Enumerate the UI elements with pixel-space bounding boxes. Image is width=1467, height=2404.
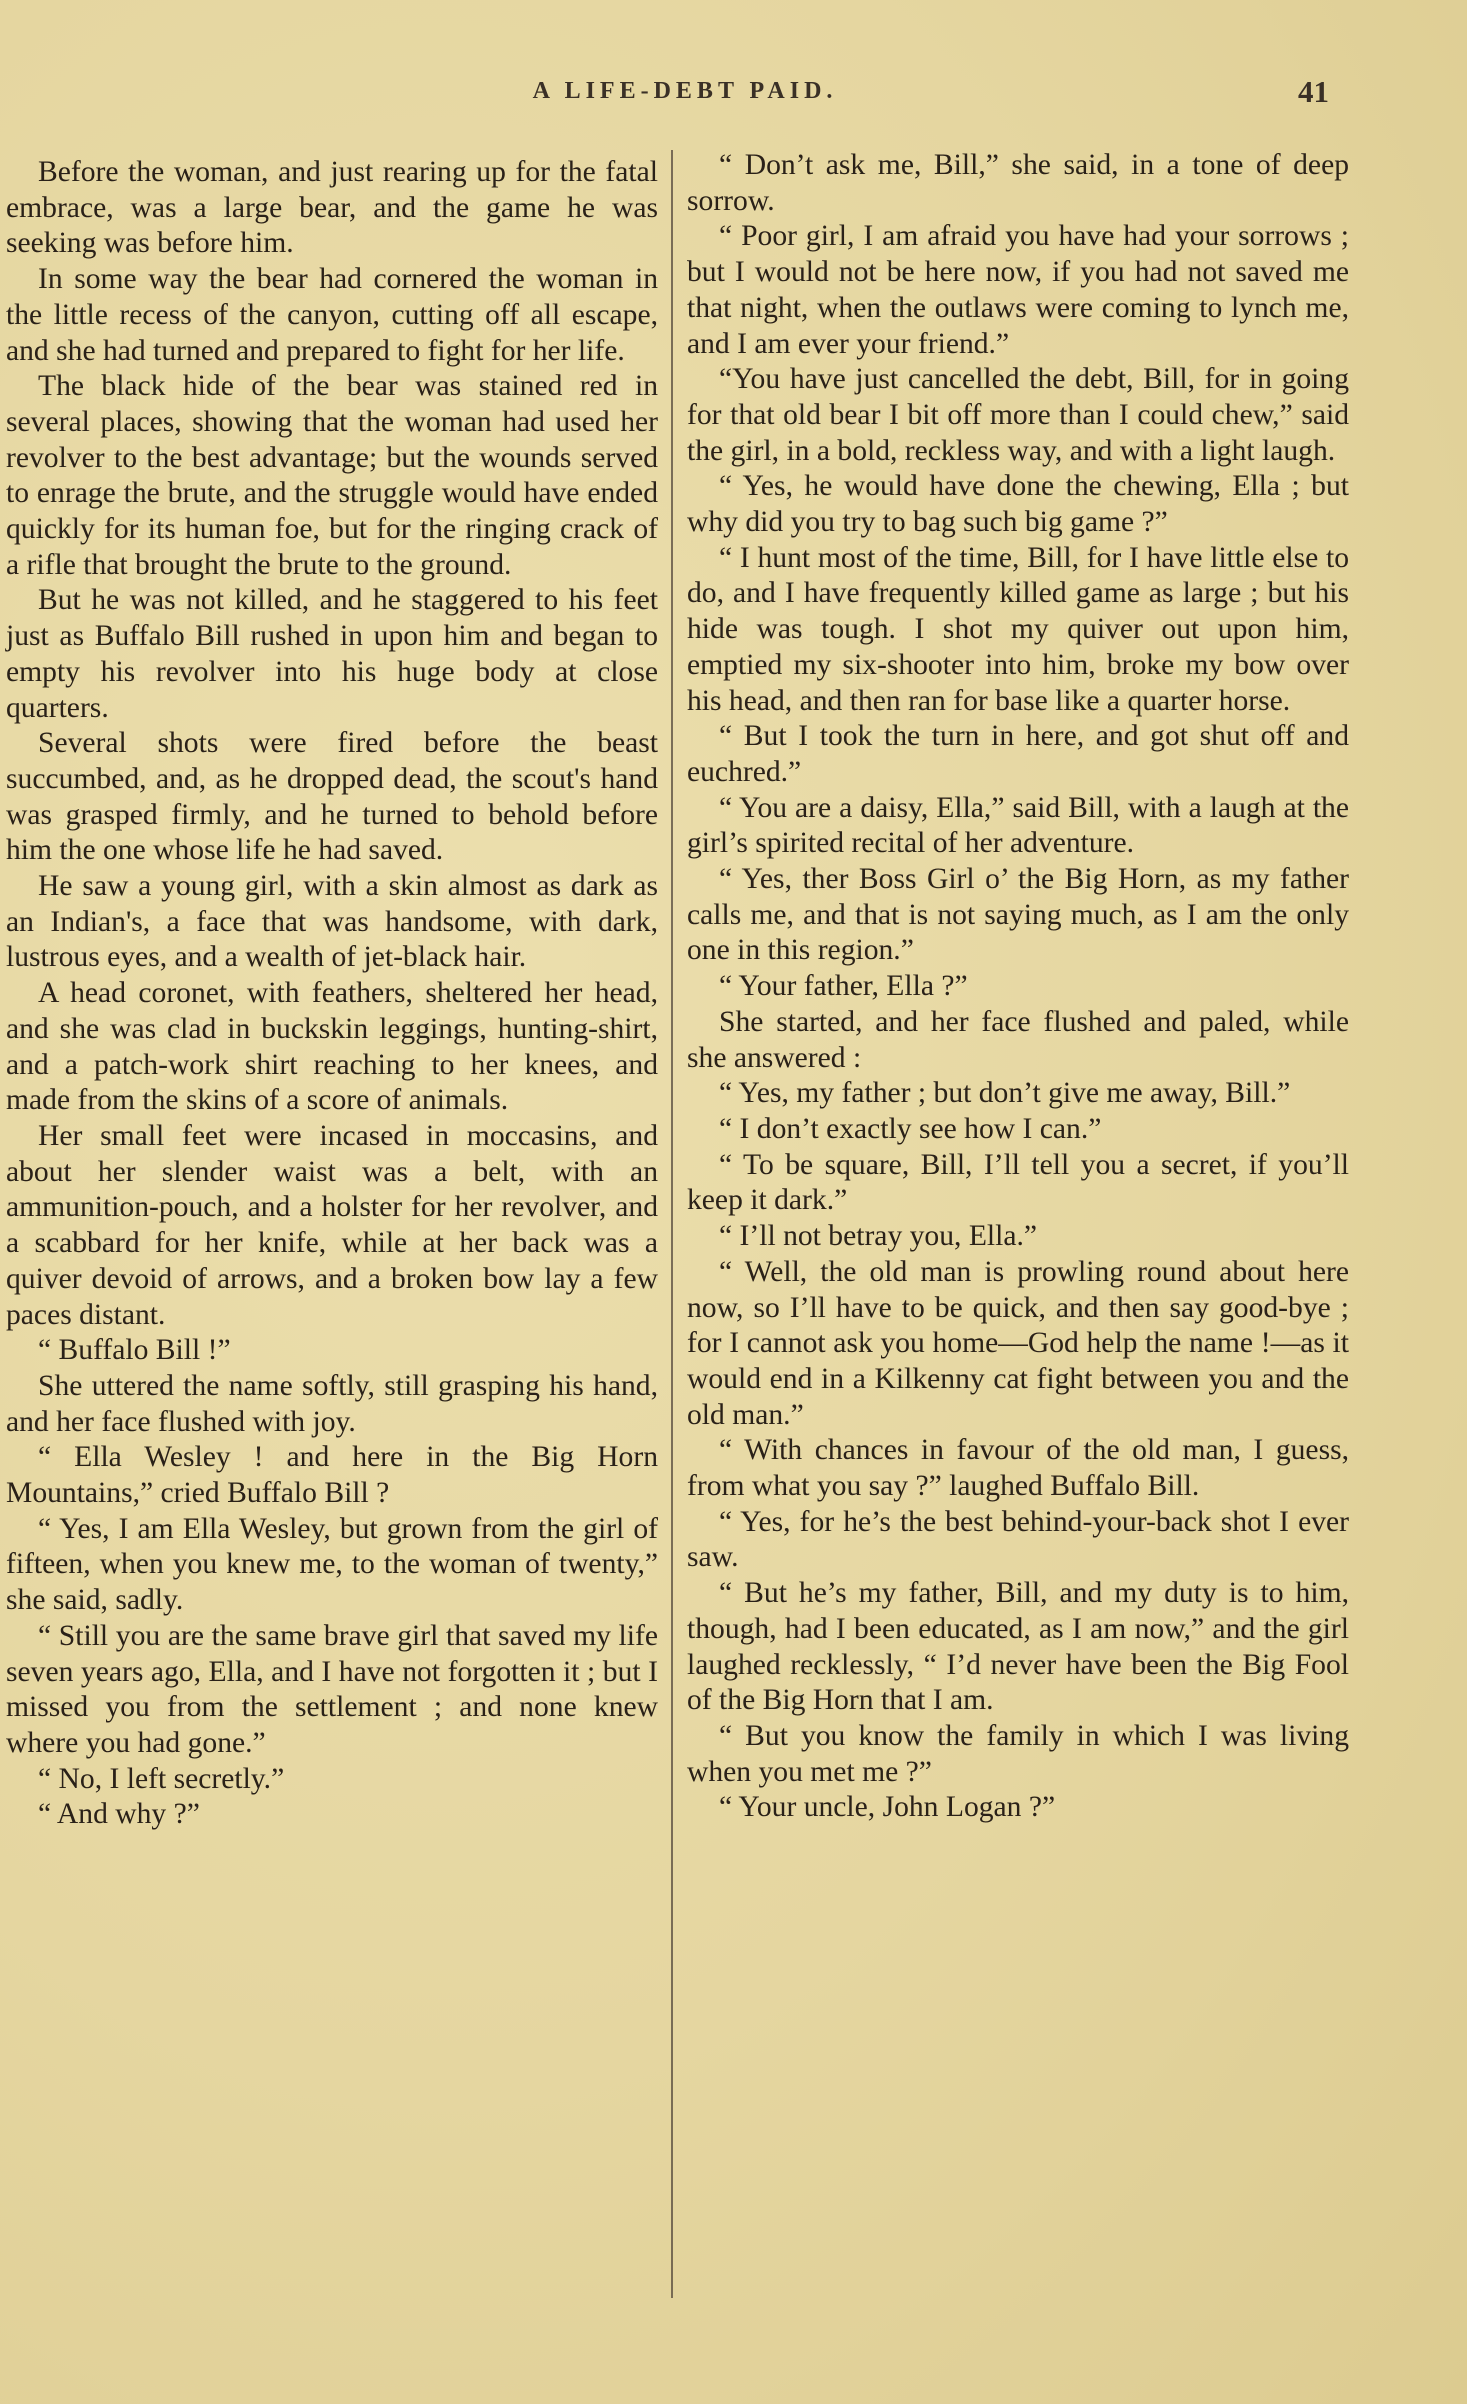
paragraph: “ No, I left secretly.” — [38, 1762, 285, 1795]
paragraph: “ Still you are the same brave girl that saved my life seven years ago, Ella, and I have not forgotten it ; but I missed you from the settlement ; and none knew where you had gone.” — [6, 1619, 658, 1759]
paragraph: “ Well, the old man is prowling round about here now, so I’ll have to be quick, and then say good-bye ; for I cannot ask you home—God help the name !—as it would end in a Kilkenny cat fight between you and the old man.” — [687, 1255, 1349, 1431]
paragraph: “ But you know the family in which I was living when you met me ?” — [687, 1719, 1349, 1788]
paragraph: “ Buffalo Bill !” — [38, 1334, 231, 1367]
paragraph: “ With chances in favour of the old man, I guess, from what you say ?” laughed Buffalo Bill. — [687, 1434, 1349, 1503]
left-column — [6, 155, 658, 1833]
column-divider — [671, 150, 673, 2298]
paragraph: But he was not killed, and he staggered to his feet just as Buffalo Bill rushed in upon him and began to empty his revolver into his huge body at close quarters. — [6, 584, 658, 724]
paragraph: “ I hunt most of the time, Bill, for I have little else to do, and I have frequently killed game as large ; but his hide was tough. I shot my quiver out upon him, emptied my six-shooter into him, broke my bow over his head, and then ran for base like a quarter horse. — [687, 541, 1349, 717]
paragraph: The black hide of the bear was stained red in several places, showing that the woman had used her revolver to the best advantage; but the wounds served to enrage the brute, and the struggle would have ended quickly for its human foe, but for the ringing crack of a rifle that brought the brute to the ground. — [6, 370, 658, 581]
paragraph: “ But I took the turn in here, and got shut off and euchred.” — [687, 720, 1349, 788]
running-title: A LIFE-DEBT PAID. — [532, 78, 838, 104]
paragraph: “ Yes, I am Ella Wesley, but grown from the girl of fifteen, when you knew me, to the woman of twenty,” she said, sadly. — [6, 1512, 658, 1617]
paragraph: “ But he’s my father, Bill, and my duty is to him, though, had I been educated, as I am now,” and the girl laughed recklessly, “ I’d never have been the Big Fool of the Big Horn that I am. — [687, 1577, 1349, 1717]
paragraph: “ Yes, he would have done the chewing, Ella ; but why did you try to bag such big game ?” — [687, 470, 1349, 539]
paragraph: “ I’ll not betray you, Ella.” — [719, 1220, 1038, 1253]
paragraph: Several shots were fired before the beast succumbed, and, as he dropped dead, the scout's hand was grasped firmly, and he turned to behold before him the one whose life he had saved. — [6, 727, 658, 867]
paragraph: She uttered the name softly, still grasping his hand, and her face flushed with joy. — [6, 1369, 658, 1438]
paragraph: Before the woman, and just rearing up for the fatal embrace, was a large bear, and the game he was seeking was before him. — [6, 156, 658, 260]
paragraph: “ I don’t exactly see how I can.” — [719, 1112, 1102, 1145]
right-column — [687, 148, 1349, 1826]
paragraph: “ Yes, for he’s the best behind-your-back shot I ever saw. — [687, 1505, 1349, 1574]
paragraph: “ Yes, ther Boss Girl o’ the Big Horn, as my father calls me, and that is not saying much, as I am the only one in this region.” — [687, 863, 1349, 967]
paragraph: “ Your father, Ella ?” — [719, 970, 968, 1003]
paragraph: “ And why ?” — [38, 1798, 200, 1831]
page-number: 41 — [1298, 74, 1329, 109]
running-head — [0, 74, 1467, 118]
paragraph: A head coronet, with feathers, sheltered her head, and she was clad in buckskin leggings, hunting-shirt, and a patch-work shirt reaching to her knees, and made from the skins of a score of animals. — [6, 977, 658, 1117]
paragraph: “ You are a daisy, Ella,” said Bill, with a laugh at the girl’s spirited recital of her adventure. — [687, 791, 1349, 860]
paragraph: “ Ella Wesley ! and here in the Big Horn Mountains,” cried Buffalo Bill ? — [6, 1441, 658, 1510]
paragraph: “ To be square, Bill, I’ll tell you a secret, if you’ll keep it dark.” — [687, 1148, 1349, 1217]
paragraph: In some way the bear had cornered the woman in the little recess of the canyon, cutting off all escape, and she had turned and prepared to fight for her life. — [6, 263, 658, 367]
paragraph: She started, and her face flushed and paled, while she answered : — [687, 1005, 1349, 1074]
paragraph: “You have just cancelled the debt, Bill, for in going for that old bear I bit off more than I could chew,” said the girl, in a bold, reckless way, and with a light laugh. — [687, 363, 1349, 467]
paragraph: Her small feet were incased in moccasins, and about her slender waist was a belt, with an ammunition-pouch, and a holster for her revolver, and a scabbard for her knife, while at her back was a quiver devoid of arrows, and a broken bow lay a few paces distant. — [6, 1119, 658, 1331]
paragraph: “ Poor girl, I am afraid you have had your sorrows ; but I would not be here now, if you had not saved me that night, when the outlaws were coming to lynch me, and I am ever your friend.” — [687, 220, 1349, 360]
paragraph: He saw a young girl, with a skin almost as dark as an Indian's, a face that was handsome, with dark, lustrous eyes, and a wealth of jet-black hair. — [6, 870, 658, 974]
paragraph: “ Yes, my father ; but don’t give me away, Bill.” — [719, 1077, 1291, 1110]
paragraph: “ Don’t ask me, Bill,” she said, in a tone of deep sorrow. — [687, 149, 1349, 217]
paragraph: “ Your uncle, John Logan ?” — [719, 1791, 1056, 1824]
